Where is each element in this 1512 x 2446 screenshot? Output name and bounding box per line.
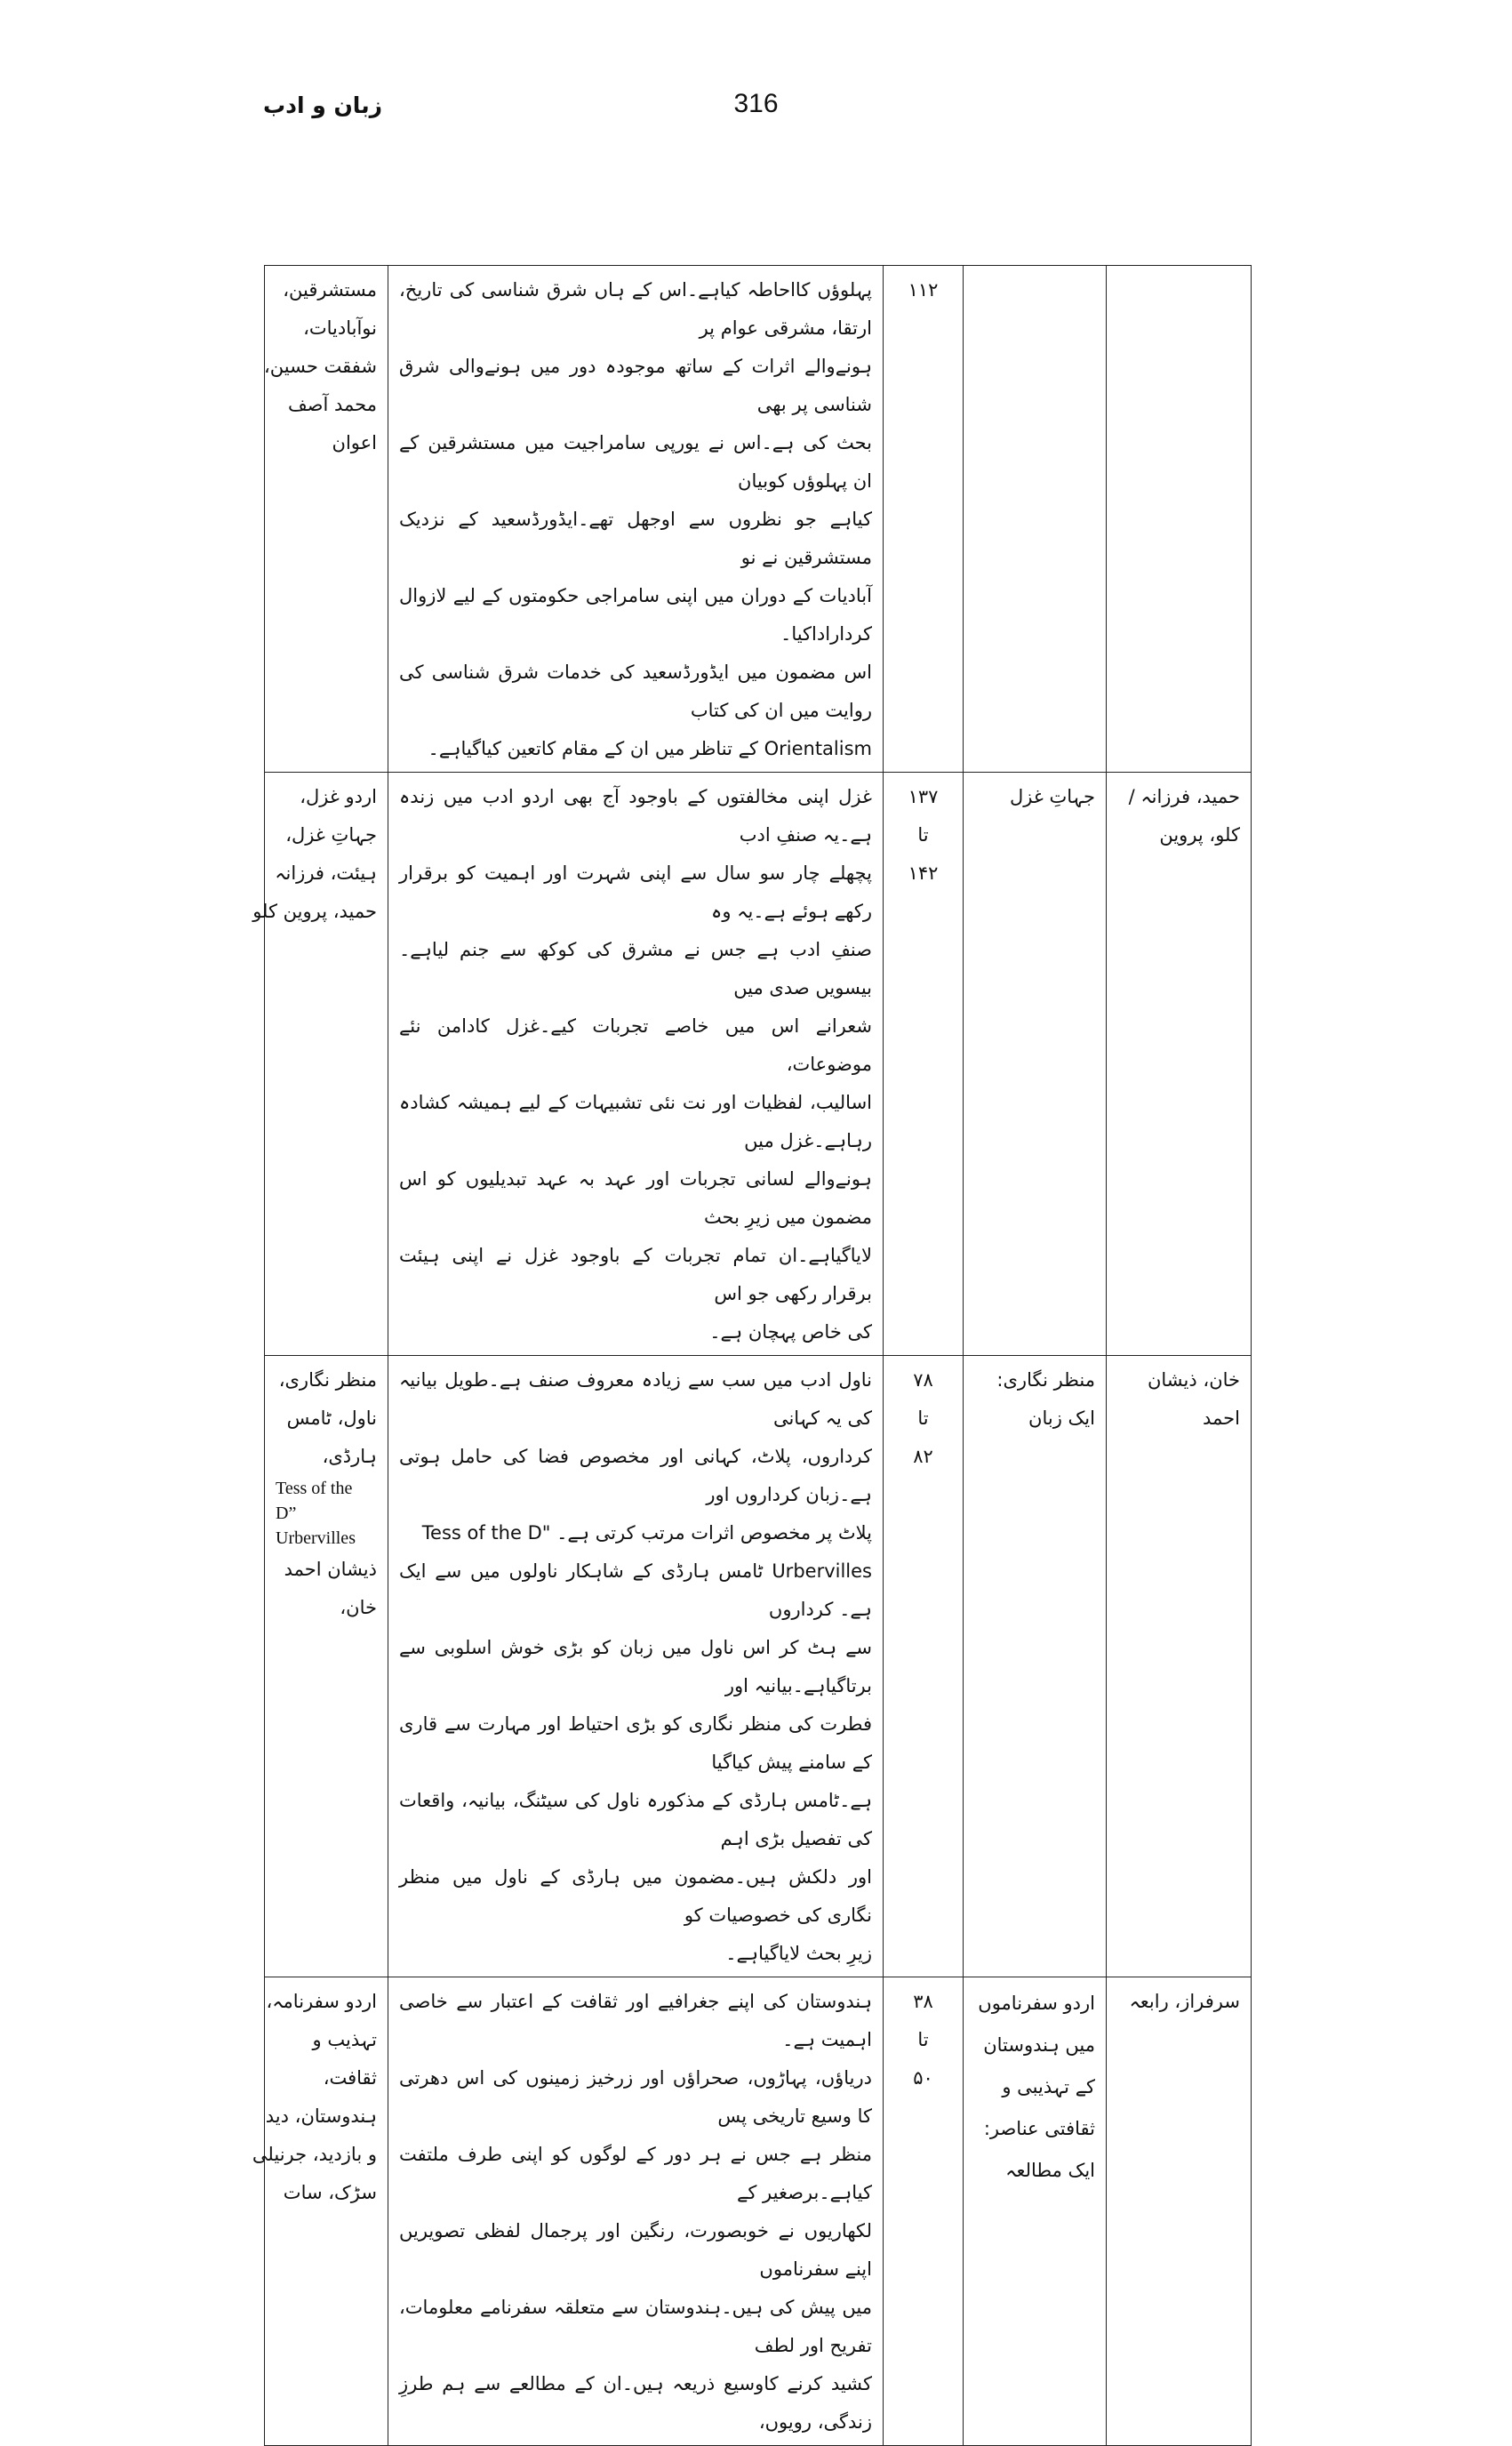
pages-line: ۳۸ [913,1991,933,2012]
abstract-line: شعرانے اس میں خاصے تجربات کیے۔غزل کادامن نئے موضوعات، [399,1015,872,1075]
abstract-line: منظر ہے جس نے ہر دور کے لوگوں کو اپنی طرف ملتفت کیاہے۔برصغیر کے [399,2144,872,2203]
keywords-cell [252,1977,388,2446]
author-cell [1107,773,1252,1356]
keyword-line: نوآبادیات، [303,317,377,339]
abstract-line: لایاگیاہے۔ان تمام تجربات کے باوجود غزل نے اپنی ہیئت برقرار رکھی جو اس [399,1245,872,1304]
title-cell [964,773,1107,1356]
abstract-line: پہلوؤں کااحاطہ کیاہے۔اس کے ہاں شرق شناسی کی تاریخ، ارتقا، مشرقی عوام پر [399,279,872,339]
keyword-line: ہندوستان، دید [265,2105,377,2127]
abstract-cell [388,773,884,1356]
author-text: حمید، فرزانہ / کلو، پروین [1128,786,1240,846]
pages-line: ۱۳۷ [908,786,939,807]
abstract-line: Urbervilles ٹامس ہارڈی کے شاہکار ناولوں میں سے ایک ہے۔ کرداروں [399,1560,872,1620]
abstract-line: کشید کرنے کاوسیع ذریعہ ہیں۔ان کے مطالعے سے ہم طرزِ زندگی، رویوں، [399,2373,872,2433]
keyword-line: D” [276,1504,297,1523]
pages-line: تا [917,1407,929,1429]
pages-cell [884,773,964,1356]
keyword-line: ہارڈی، [322,1446,377,1467]
keyword-line: و بازدید، جرنیلی [252,2144,377,2165]
keyword-line: ذیشان احمد [284,1559,377,1580]
abstract-line: ہونےوالے اثرات کے ساتھ موجودہ دور میں ہونےوالی شرق شناسی پر بھی [399,356,872,415]
author-cell [1107,266,1252,773]
abstract-line: میں پیش کی ہیں۔ہندوستان سے متعلقہ سفرنامے معلومات، تفریح اور لطف [399,2297,872,2356]
keywords-cell [252,773,388,1356]
abstract-line: کرداروں، پلاٹ، کہانی اور مخصوص فضا کی حامل ہوتی ہے۔زبان کرداروں اور [399,1446,872,1505]
table-row [265,1356,1252,1977]
keyword-line: تہذیب و [312,2029,377,2050]
title-cell [964,266,1107,773]
abstract-line: سے ہٹ کر اس ناول میں زبان کو بڑی خوش اسلوبی سے برتاگیاہے۔بیانیہ اور [399,1637,872,1696]
title-cell [964,1356,1107,1977]
keyword-line: اردو سفرنامہ، [266,1991,377,2012]
abstract-line: ہے۔ٹامس ہارڈی کے مذکورہ ناول کی سیٹنگ، بیانیہ، واقعات کی تفصیل بڑی اہم [399,1790,872,1849]
title-text: اردو سفرناموں میں ہندوستان کے تہذیبی و ثقافتی عناصر: ایک مطالعہ [978,1993,1095,2181]
abstract-line: آبادیات کے دوران میں اپنی سامراجی حکومتوں کے لیے لازوال کرداراداکیا۔ [399,585,872,645]
keyword-line: خان، [340,1597,377,1618]
keyword-line: Tess of the [276,1479,353,1498]
author-cell [1107,1977,1252,2446]
title-text: جہاتِ غزل [1010,786,1095,807]
keyword-line: ناول، ٹامس [286,1407,377,1429]
abstract-line: صنفِ ادب ہے جس نے مشرق کی کوکھ سے جنم لیاہے۔ بیسویں صدی میں [399,939,872,998]
keyword-line: ثقافت، [323,2067,377,2089]
table-row [265,773,1252,1356]
abstract-line: زیرِ بحث لایاگیاہے۔ [725,1943,872,1964]
keyword-line: ہیئت، فرزانہ [275,862,377,884]
abstract-line: ہونےوالے لسانی تجربات اور عہد بہ عہد تبدیلیوں کو اس مضمون میں زیرِ بحث [399,1168,872,1228]
abstract-line: Orientalism کے تناظر میں ان کے مقام کاتعین کیاگیاہے۔ [428,738,872,759]
table-row [265,1977,1252,2446]
abstract-line: دریاؤں، پہاڑوں، صحراؤں اور زرخیز زمینوں کی اس دھرتی کا وسیع تاریخی پس [399,2067,872,2127]
keywords-cell [265,266,388,773]
abstract-line: ہندوستان کی اپنے جغرافیے اور ثقافت کے اعتبار سے خاصی اہمیت ہے۔ [399,1991,872,2050]
page-number: 316 [733,89,779,118]
keyword-line: اعوان [332,432,377,453]
abstract-line: کیاہے جو نظروں سے اوجھل تھے۔ایڈورڈسعید کے نزدیک مستشرقین نے نو [399,509,872,568]
abstract-line: کی خاص پہچان ہے۔ [709,1321,872,1343]
pages-cell [884,1356,964,1977]
title-cell [964,1977,1107,2446]
pages-cell [884,1977,964,2446]
author-text: خان، ذیشان احمد [1147,1369,1240,1429]
index-table [252,265,1252,2446]
abstract-line: اور دلکش ہیں۔مضمون میں ہارڈی کے ناول میں منظر نگاری کی خصوصیات کو [399,1866,872,1926]
keyword-line: منظر نگاری، [278,1369,377,1391]
abstract-line: لکھاریوں نے خوبصورت، رنگین اور پرجمال لفظی تصویریں اپنے سفرناموں [399,2220,872,2280]
keyword-line: جہاتِ غزل، [285,824,377,846]
abstract-cell [388,266,884,773]
abstract-line: غزل اپنی مخالفتوں کے باوجود آج بھی اردو ادب میں زندہ ہے۔یہ صنفِ ادب [399,786,872,846]
keyword-line: اردو غزل، [300,786,377,807]
keyword-line: شفقت حسین، [264,356,377,377]
pages-line: تا [917,2029,929,2050]
abstract-line: پچھلے چار سو سال سے اپنی شہرت اور اہمیت کو برقرار رکھے ہوئے ہے۔یہ وہ [399,862,872,922]
keyword-line: سڑک، سات [283,2182,377,2203]
pages-line: ۸۲ [913,1446,933,1467]
abstract-cell [388,1977,884,2446]
journal-title: زبان و ادب [263,92,382,118]
abstract-line: اسالیب، لفظیات اور نت نئی تشبیہات کے لیے ہمیشہ کشادہ رہاہے۔غزل میں [399,1092,872,1151]
keywords-cell [265,1356,388,1977]
author-text: سرفراز، رابعہ [1129,1991,1240,2012]
keyword-line: محمد آصف [287,394,377,415]
pages-line: ۵۰ [913,2067,933,2089]
pages-line: ۱۴۲ [908,862,939,884]
abstract-line: پلاٹ پر مخصوص اثرات مرتب کرتی ہے۔ "Tess of the D [421,1522,872,1544]
pages-line: ۱۱۲ [908,279,939,301]
keyword-line: Urbervilles [276,1528,356,1548]
keyword-line: حمید، پروین کلو [252,901,377,922]
author-cell [1107,1356,1252,1977]
pages-cell [884,266,964,773]
abstract-line: فطرت کی منظر نگاری کو بڑی احتیاط اور مہارت سے قاری کے سامنے پیش کیاگیا [399,1713,872,1773]
abstract-cell [388,1356,884,1977]
pages-line: تا [917,824,929,846]
table-row [265,266,1252,773]
title-text: منظر نگاری: ایک زبان [996,1369,1095,1429]
table-body [252,266,1252,2446]
abstract-line: بحث کی ہے۔اس نے یورپی سامراجیت میں مستشرقین کے ان پہلوؤں کوبیان [399,432,872,492]
abstract-line: ناول ادب میں سب سے زیادہ معروف صنف ہے۔طویل بیانیہ کی یہ کہانی [399,1369,872,1429]
pages-line: ۷۸ [913,1369,933,1391]
keyword-line: مستشرقین، [283,279,377,301]
abstract-line: اس مضمون میں ایڈورڈسعید کی خدمات شرق شناسی کی روایت میں ان کی کتاب [399,662,872,721]
